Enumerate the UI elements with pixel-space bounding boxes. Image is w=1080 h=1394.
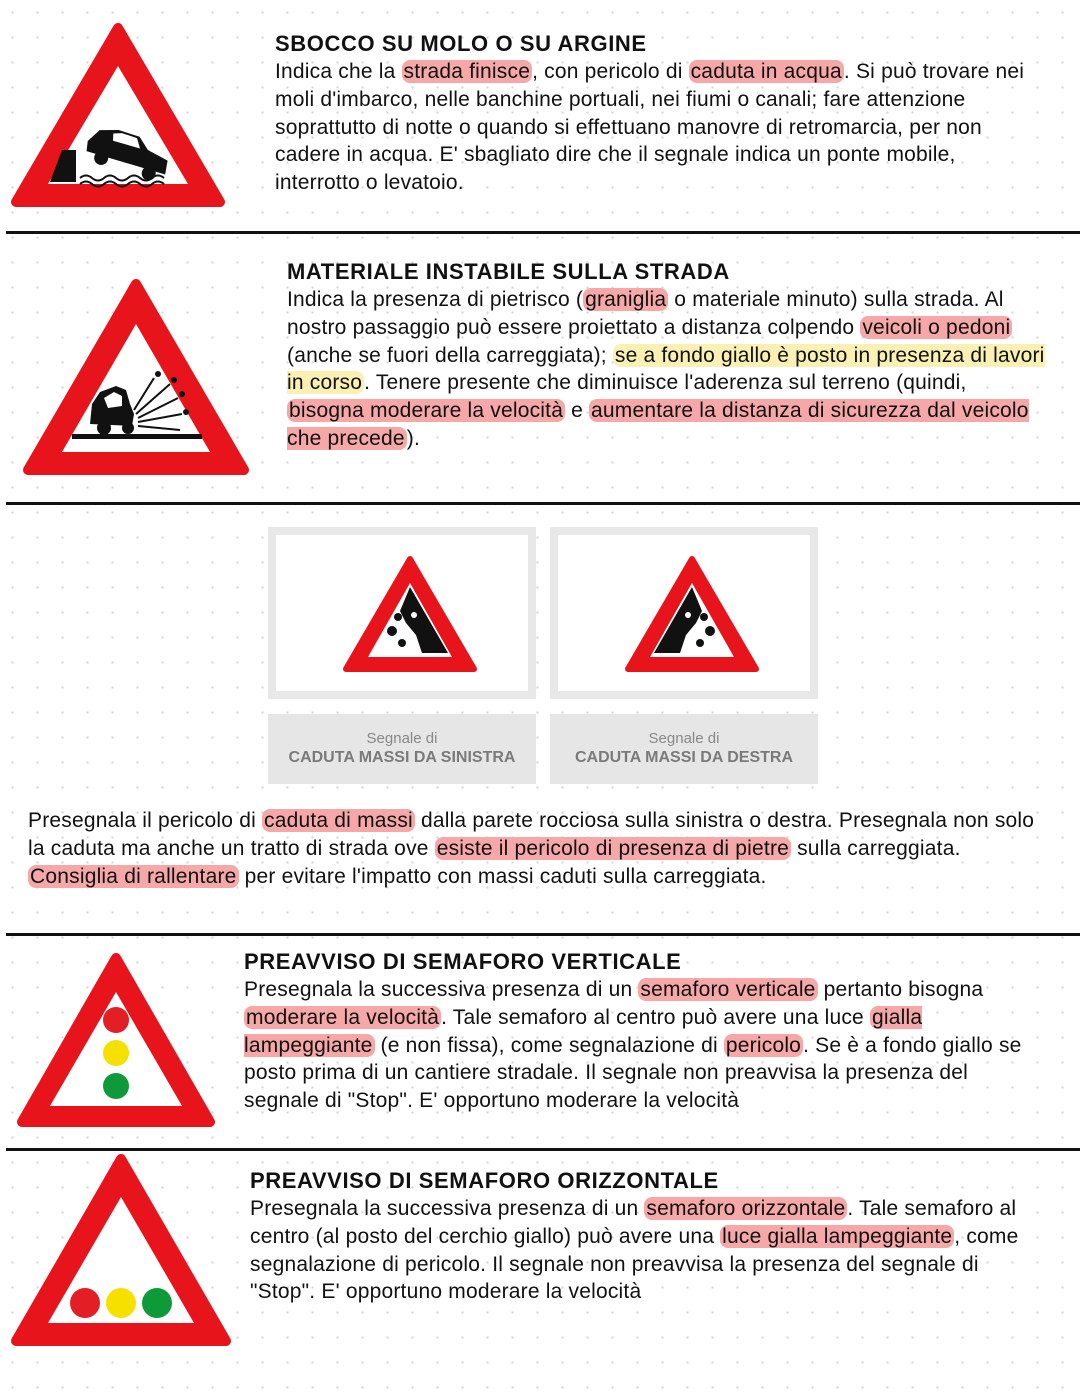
materiale-text: (anche se fuori della carreggiata); [287, 343, 613, 367]
semaforo-verticale-text: Presegnala la successiva presenza di un [244, 978, 639, 1001]
horizontal-traffic-light-sign-icon [8, 1151, 234, 1351]
sbocco-text: , con pericolo di [532, 60, 689, 83]
semaforo-verticale-text: . Se è a fondo giallo se posto prima di un cantiere stradale. Il segnale non preavvisa la presenza del segnale di "Stop". E' opportuno moderare la velocità [244, 1033, 1022, 1113]
semaforo-verticale-title: PREAVVISO DI SEMAFORO VERTICALE [244, 949, 682, 974]
materiale-text: e [565, 399, 590, 423]
semaforo-verticale-text-block [244, 948, 1034, 1115]
highlight: aumentare la distanza di sicurezza dal veicolo che precede [287, 399, 1029, 450]
section-sbocco-su-molo [0, 0, 1080, 232]
caption-line2: CADUTA MASSI DA SINISTRA [288, 749, 516, 766]
falling-rocks-left-caption [268, 714, 536, 784]
falling-rocks-right-sign-icon [622, 553, 762, 677]
semaforo-orizzontale-text: . Tale semaforo al centro (al posto del cerchio giallo) può avere una [250, 1197, 1017, 1248]
highlight: strada finisce [403, 60, 531, 83]
semaforo-orizzontale-text: , come segnalazione di pericolo. Il segnale non preavvisa la presenza del segnale di "Stop". E' opportuno moderare la velocità [250, 1224, 1019, 1304]
highlight: caduta in acqua [690, 60, 842, 83]
section-caduta-massi [0, 505, 1080, 933]
highlight: semaforo orizzontale [646, 1197, 846, 1220]
sbocco-text: Indica che la [275, 60, 402, 83]
highlight: moderare la velocità [246, 1005, 440, 1029]
highlight: Consiglia di rallentare [30, 864, 237, 888]
car-falling-into-water-sign-icon [8, 18, 228, 212]
falling-rocks-right-card [550, 527, 818, 699]
vertical-traffic-light-sign-icon [14, 950, 218, 1132]
highlight: esiste il pericolo di presenza di pietre [436, 836, 790, 860]
highlight: gialla lampeggiante [244, 1005, 923, 1057]
caption-line1: Segnale di [648, 730, 720, 747]
caduta-text: sulla carreggiata. [791, 836, 961, 860]
highlight: veicoli o pedoni [862, 315, 1011, 339]
materiale-text: . Tenere presente che diminuisce l'aderenza sul terreno (quindi, [364, 371, 967, 395]
materiale-text: ). [406, 426, 421, 450]
semaforo-verticale-text: pertanto bisogna [817, 978, 984, 1001]
materiale-title: MATERIALE INSTABILE SULLA STRADA [287, 259, 730, 284]
caduta-text-block [28, 807, 1038, 890]
caduta-text: dalla parete rocciosa sulla sinistra o destra. Presegnala non solo la caduta ma anche un tratto di strada ove [28, 809, 1035, 860]
highlight: bisogna moderare la velocità [289, 399, 564, 423]
semaforo-orizzontale-title: PREAVVISO DI SEMAFORO ORIZZONTALE [250, 1168, 719, 1193]
semaforo-verticale-text: . Tale semaforo al centro può avere una luce [441, 1005, 870, 1029]
sbocco-title: SBOCCO SU MOLO O SU ARGINE [275, 31, 647, 56]
highlight-yellow: se a fondo giallo è posto in presenza di lavori in corso [287, 343, 1045, 395]
falling-rocks-left-card [268, 527, 536, 699]
caption-line2: CADUTA MASSI DA DESTRA [574, 749, 794, 766]
caduta-text: per evitare l'impatto con massi caduti sulla carreggiata. [238, 864, 767, 888]
section-semaforo-orizzontale [0, 1151, 1080, 1394]
semaforo-orizzontale-text: Presegnala la successiva presenza di un [250, 1197, 645, 1220]
section-semaforo-verticale [0, 936, 1080, 1148]
sbocco-text: . Si può trovare nei moli d'imbarco, nelle banchine portuali, nei fiumi o canali; fare attenzione soprattutto di notte o quando si effettuano manovre di retromarcia, per non cadere in acqua. E' sbagliato dire che il segnale indica un ponte mobile, interrotto o levatoio. [275, 60, 1025, 195]
highlight: caduta di massi [264, 809, 413, 832]
highlight: pericolo [725, 1033, 802, 1057]
materiale-text: Indica la presenza di pietrisco ( [287, 288, 584, 311]
semaforo-orizzontale-text-block [250, 1167, 1030, 1306]
highlight: luce gialla lampeggiante [722, 1224, 953, 1248]
section-materiale-instabile [0, 234, 1080, 502]
semaforo-verticale-text: (e non fissa), come segnalazione di [374, 1033, 724, 1057]
loose-gravel-sign-icon [20, 274, 252, 480]
highlight: graniglia [585, 288, 667, 311]
materiale-text-block [287, 258, 1047, 453]
falling-rocks-right-caption [550, 714, 818, 784]
highlight: semaforo verticale [640, 978, 816, 1001]
falling-rocks-left-sign-icon [340, 553, 480, 677]
caduta-text: Presegnala il pericolo di [28, 809, 262, 832]
materiale-text: o materiale minuto) sulla strada. Al nostro passaggio può essere proiettato a distanza colpendo [287, 288, 1004, 339]
caption-line1: Segnale di [366, 730, 438, 747]
sbocco-text-block [275, 30, 1035, 197]
